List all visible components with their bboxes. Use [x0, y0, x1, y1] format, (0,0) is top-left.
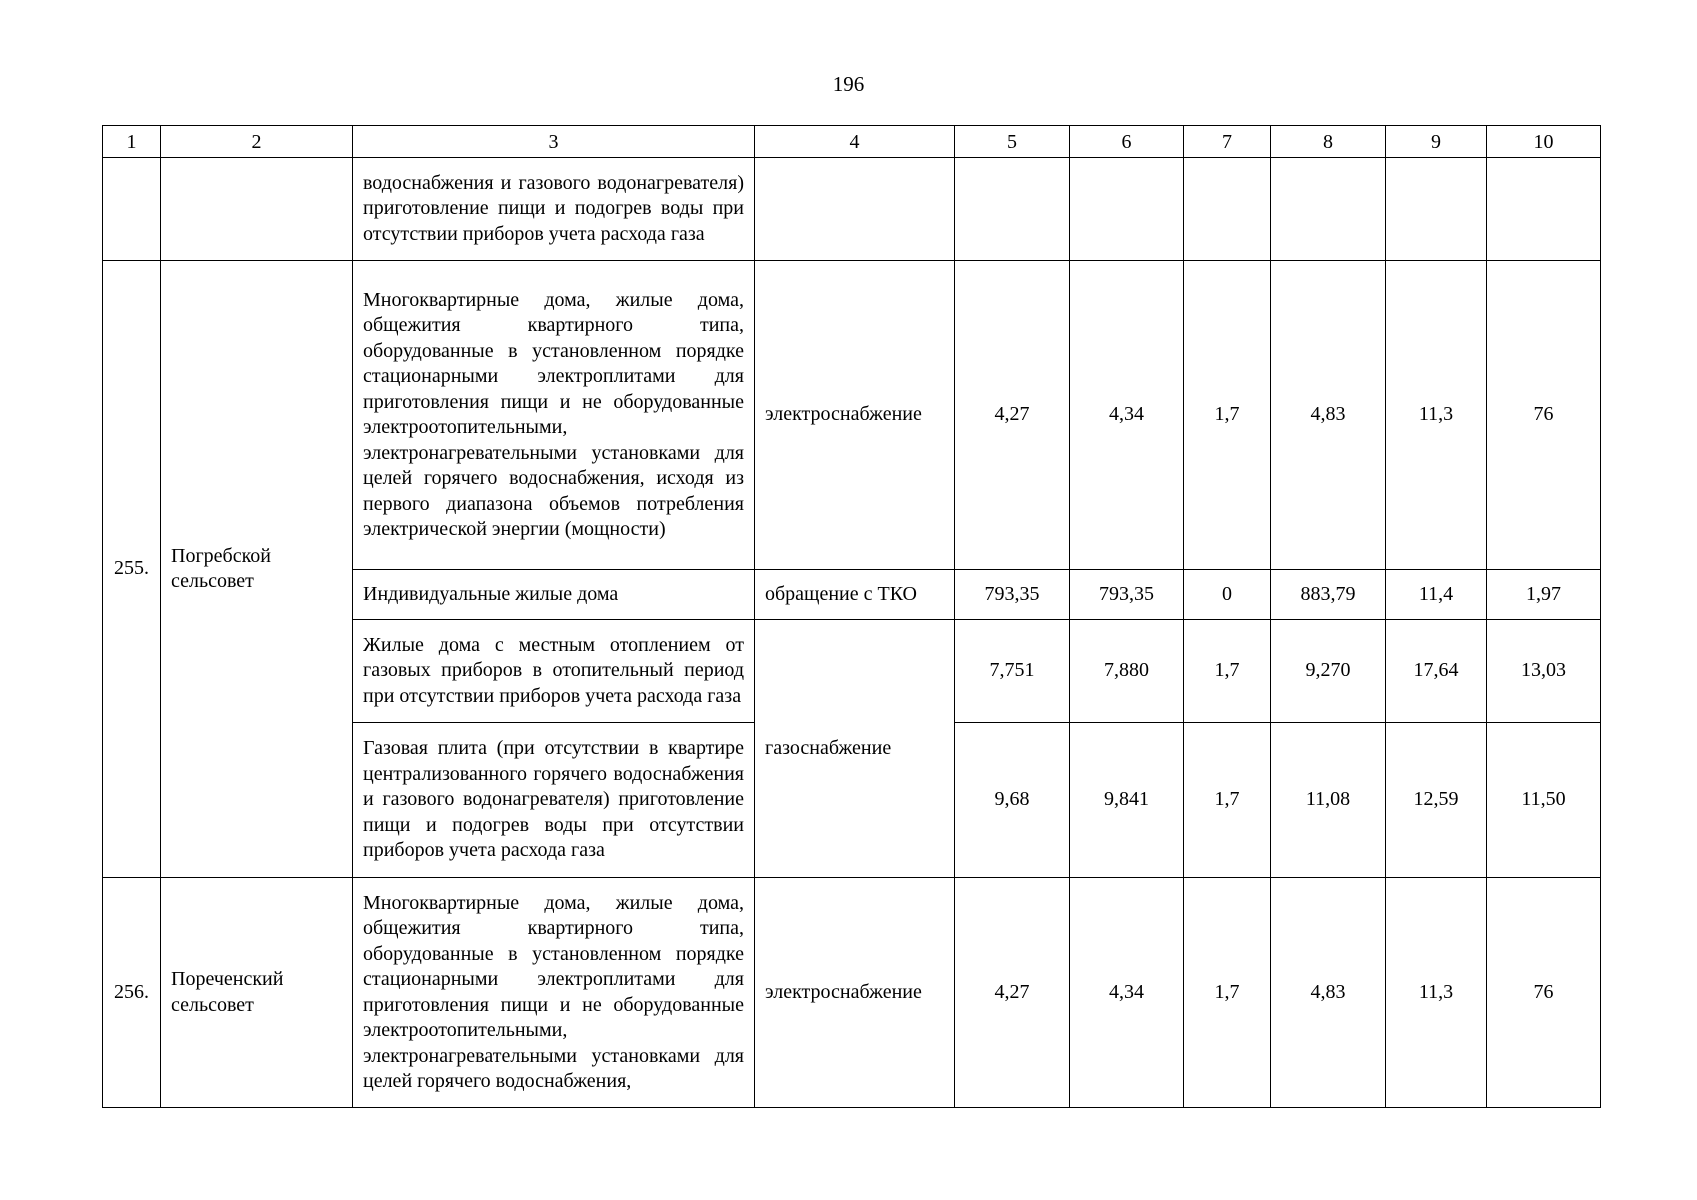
value-cell-6: 793,35 [1070, 570, 1184, 620]
description-cell: Газовая плита (при отсутствии в квартире централизованного горячего водоснабжения и газового водонагревателя) приготовление пищи и подогрев воды при отсутствии приборов учета расхода газа [353, 723, 755, 878]
value-cell-5: 7,751 [955, 620, 1070, 723]
value-cell-9: 17,64 [1386, 620, 1487, 723]
empty-cell [755, 158, 955, 261]
settlement-name-cell: Пореченский сельсовет [161, 878, 353, 1108]
empty-cell [1070, 158, 1184, 261]
value-cell-5: 4,27 [955, 878, 1070, 1108]
value-cell-7: 1,7 [1184, 261, 1271, 570]
value-cell-6: 4,34 [1070, 878, 1184, 1108]
entry-number-cell: 255. [103, 261, 161, 878]
value-cell-7: 1,7 [1184, 878, 1271, 1108]
column-header: 1 [103, 126, 161, 158]
service-cell: электроснабжение [755, 878, 955, 1108]
column-header: 7 [1184, 126, 1271, 158]
description-cell: Жилые дома с местным отоплением от газовых приборов в отопительный период при отсутствии приборов учета расхода газа [353, 620, 755, 723]
value-cell-6: 4,34 [1070, 261, 1184, 570]
column-header: 6 [1070, 126, 1184, 158]
service-cell: электроснабжение [755, 261, 955, 570]
value-cell-10: 1,97 [1487, 570, 1601, 620]
settlement-name-cell: Погребской сельсовет [161, 261, 353, 878]
value-cell-10: 13,03 [1487, 620, 1601, 723]
column-header: 8 [1271, 126, 1386, 158]
value-cell-5: 4,27 [955, 261, 1070, 570]
tariff-table [102, 125, 1601, 1108]
column-header: 3 [353, 126, 755, 158]
value-cell-8: 9,270 [1271, 620, 1386, 723]
value-cell-5: 9,68 [955, 723, 1070, 878]
empty-cell [103, 158, 161, 261]
column-header: 2 [161, 126, 353, 158]
value-cell-7: 0 [1184, 570, 1271, 620]
value-cell-8: 4,83 [1271, 878, 1386, 1108]
service-cell: газоснабжение [755, 620, 955, 878]
empty-cell [955, 158, 1070, 261]
column-header: 10 [1487, 126, 1601, 158]
value-cell-9: 11,3 [1386, 261, 1487, 570]
column-header: 9 [1386, 126, 1487, 158]
table-row [103, 878, 1601, 1108]
description-cell: водоснабжения и газового водонагревателя) приготовление пищи и подогрев воды при отсутствии приборов учета расхода газа [353, 158, 755, 261]
value-cell-10: 76 [1487, 878, 1601, 1108]
description-cell: Многоквартирные дома, жилые дома, общежития квартирного типа, оборудованные в установленном порядке стационарными электроплитами для приготовления пищи и не оборудованные электроотопительными, электронагревательными установками для целей горячего водоснабжения, исходя из первого диапазона объемов потребления электрической энергии (мощности) [353, 261, 755, 570]
empty-cell [1271, 158, 1386, 261]
value-cell-7: 1,7 [1184, 620, 1271, 723]
page-number: 196 [832, 72, 865, 96]
column-header: 4 [755, 126, 955, 158]
value-cell-6: 9,841 [1070, 723, 1184, 878]
empty-cell [1184, 158, 1271, 261]
value-cell-9: 11,3 [1386, 878, 1487, 1108]
value-cell-8: 883,79 [1271, 570, 1386, 620]
empty-cell [1386, 158, 1487, 261]
value-cell-8: 4,83 [1271, 261, 1386, 570]
table-row-continuation [103, 158, 1601, 261]
description-cell: Многоквартирные дома, жилые дома, общежития квартирного типа, оборудованные в установленном порядке стационарными электроплитами для приготовления пищи и не оборудованные электроотопительными, электронагревательными установками для целей горячего водоснабжения, [353, 878, 755, 1108]
value-cell-8: 11,08 [1271, 723, 1386, 878]
service-cell: обращение с ТКО [755, 570, 955, 620]
value-cell-10: 11,50 [1487, 723, 1601, 878]
value-cell-6: 7,880 [1070, 620, 1184, 723]
empty-cell [1487, 158, 1601, 261]
table-header-row [103, 126, 1601, 158]
column-header: 5 [955, 126, 1070, 158]
entry-number-cell: 256. [103, 878, 161, 1108]
value-cell-5: 793,35 [955, 570, 1070, 620]
value-cell-9: 12,59 [1386, 723, 1487, 878]
value-cell-7: 1,7 [1184, 723, 1271, 878]
value-cell-10: 76 [1487, 261, 1601, 570]
value-cell-9: 11,4 [1386, 570, 1487, 620]
description-cell: Индивидуальные жилые дома [353, 570, 755, 620]
empty-cell [161, 158, 353, 261]
table-row [103, 261, 1601, 570]
